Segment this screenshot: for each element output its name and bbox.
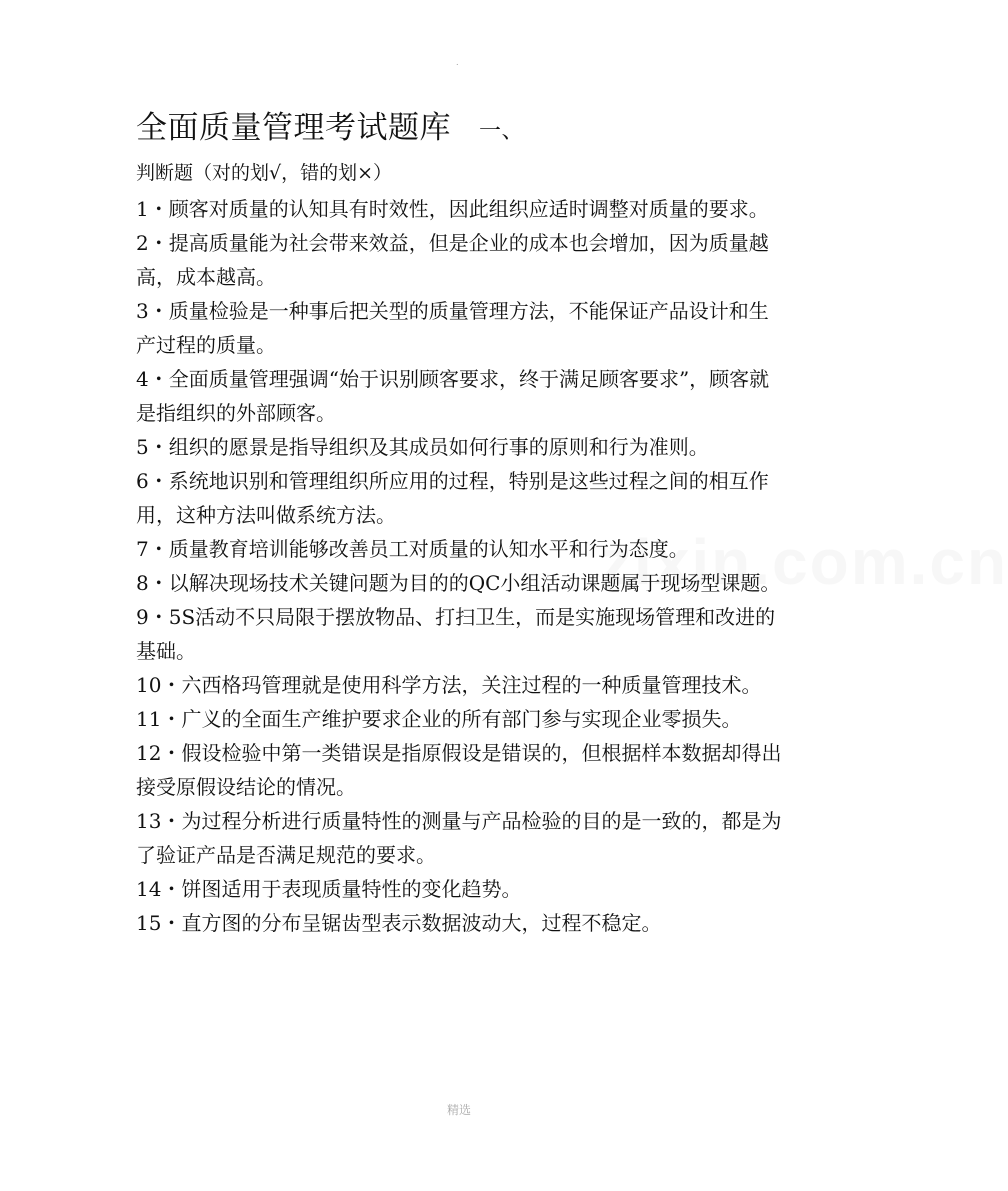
question-item: 12・假设检验中第一类错误是指原假设是错误的，但根据样本数据却得出接受原假设结论的情况。	[136, 741, 782, 799]
question-item: 8・以解决现场技术关键问题为目的的QC小组活动课题属于现场型课题。	[136, 571, 781, 595]
question-item: 14・饼图适用于表现质量特性的变化趋势。	[136, 877, 522, 901]
question-item: 3・质量检验是一种事后把关型的质量管理方法，不能保证产品设计和生产过程的质量。	[136, 299, 769, 357]
question-item: 9・5S活动不只局限于摆放物品、打扫卫生，而是实施现场管理和改进的基础。	[136, 605, 776, 663]
watermark: zixin.com.cn	[600, 526, 1008, 598]
question-item: 11・广义的全面生产维护要求企业的所有部门参与实现企业零损失。	[136, 707, 742, 731]
header-mark: .	[456, 58, 459, 67]
question-item: 6・系统地识别和管理组织所应用的过程，特别是这些过程之间的相互作用，这种方法叫做系统方法。	[136, 469, 769, 527]
page-footer: 精选	[447, 1103, 472, 1117]
question-item: 4・全面质量管理强调“始于识别顾客要求，终于满足顾客要求”，顾客就是指组织的外部顾客。	[136, 367, 770, 425]
question-item: 15・直方图的分布呈锯齿型表示数据波动大，过程不稳定。	[136, 911, 662, 935]
question-item: 2・提高质量能为社会带来效益，但是企业的成本也会增加，因为质量越高，成本越高。	[136, 231, 769, 289]
question-item: 10・六西格玛管理就是使用科学方法，关注过程的一种质量管理技术。	[136, 673, 762, 697]
question-list	[136, 192, 786, 940]
question-item: 5・组织的愿景是指导组织及其成员如何行事的原则和行为准则。	[136, 435, 709, 459]
section-heading: 判断题（对的划√，错的划×）	[136, 162, 393, 184]
question-item: 13・为过程分析进行质量特性的测量与产品检验的目的是一致的，都是为了验证产品是否满足规范的要求。	[136, 809, 782, 867]
title-text: 全面质量管理考试题库	[136, 110, 451, 146]
section-number: 一、	[479, 119, 525, 144]
question-item: 7・质量教育培训能够改善员工对质量的认知水平和行为态度。	[136, 537, 689, 561]
question-item: 1・顾客对质量的认知具有时效性，因此组织应适时调整对质量的要求。	[136, 197, 769, 221]
page-title	[136, 108, 524, 152]
